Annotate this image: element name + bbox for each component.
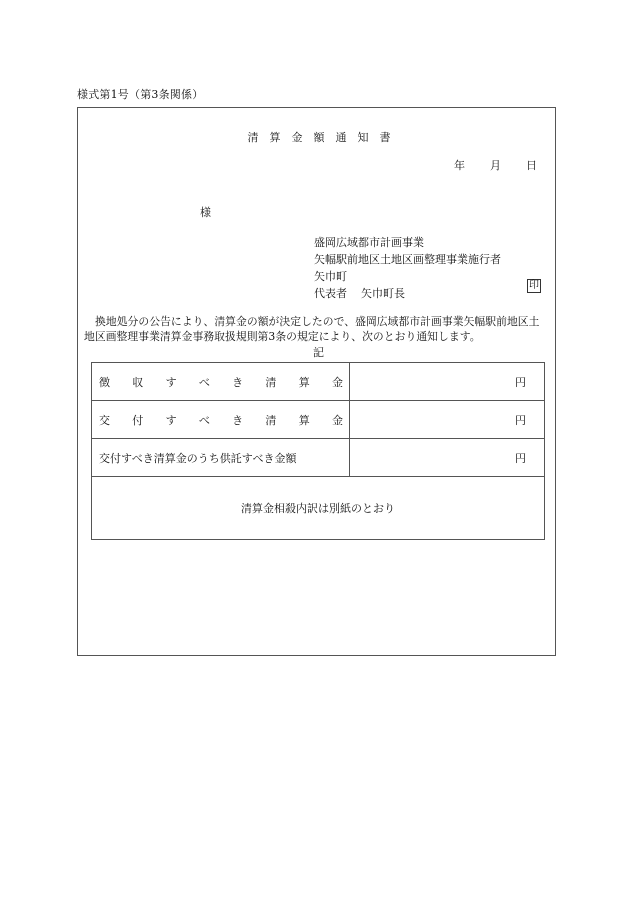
- notice-frame: [77, 107, 556, 656]
- amount-cell-collect: 円: [350, 363, 545, 401]
- issuer-line-3: 矢巾町: [314, 270, 347, 283]
- issuer-line-2: 矢幅駅前地区土地区画整理事業施行者: [314, 253, 501, 266]
- label-char: き: [232, 413, 244, 427]
- addressee-suffix: 様: [200, 206, 211, 219]
- date-line: [429, 157, 537, 173]
- label-char: 収: [132, 375, 144, 389]
- label-char: す: [165, 413, 177, 427]
- label-char: 付: [132, 413, 144, 427]
- label-char: 交: [99, 413, 110, 427]
- notice-body-text: 換地処分の公告により、清算金の額が決定したので、盛岡広域都市計画事業矢幅駅前地区土地区画整理事業清算金事務取扱規則第3条の規定により、次のとおり通知します。: [84, 315, 540, 343]
- table-row-collect: [92, 363, 545, 401]
- label-char: 徴: [99, 375, 110, 389]
- label-char: 算: [298, 413, 310, 427]
- issuer-representative: [314, 285, 501, 302]
- date-year: 年: [454, 159, 465, 172]
- table-row-pay: [92, 401, 545, 439]
- amount-cell-deposit: 円: [350, 439, 545, 477]
- issuer-line-1: 盛岡広域都市計画事業: [314, 236, 424, 249]
- row-label-deposit: 交付すべき清算金のうち供託すべき金額: [92, 439, 350, 477]
- date-month: 月: [490, 159, 501, 172]
- ki-heading: 記: [313, 346, 324, 359]
- document-title: 清算金額通知書: [247, 131, 402, 144]
- date-day: 日: [526, 159, 537, 172]
- table-row-note: [92, 477, 545, 540]
- label-char: 金: [331, 413, 343, 427]
- form-number: 様式第1号（第3条関係）: [77, 88, 204, 101]
- row-label-collect: [92, 363, 350, 401]
- issuer-block: [314, 234, 501, 302]
- label-char: 清: [265, 413, 277, 427]
- seal-mark: 印: [529, 280, 539, 291]
- label-char: べ: [198, 375, 210, 389]
- label-char: 算: [298, 375, 310, 389]
- label-char: べ: [198, 413, 210, 427]
- amount-table: [91, 362, 545, 540]
- amount-cell-pay: 円: [350, 401, 545, 439]
- representative-name: 矢巾町長: [361, 287, 405, 300]
- offset-breakdown-note: 清算金相殺内訳は別紙のとおり: [92, 477, 545, 540]
- table-row-deposit: [92, 439, 545, 477]
- row-label-pay: [92, 401, 350, 439]
- representative-title: 代表者: [314, 287, 347, 300]
- label-char: 清: [265, 375, 277, 389]
- label-char: す: [165, 375, 177, 389]
- label-char: き: [232, 375, 244, 389]
- label-char: 金: [331, 375, 343, 389]
